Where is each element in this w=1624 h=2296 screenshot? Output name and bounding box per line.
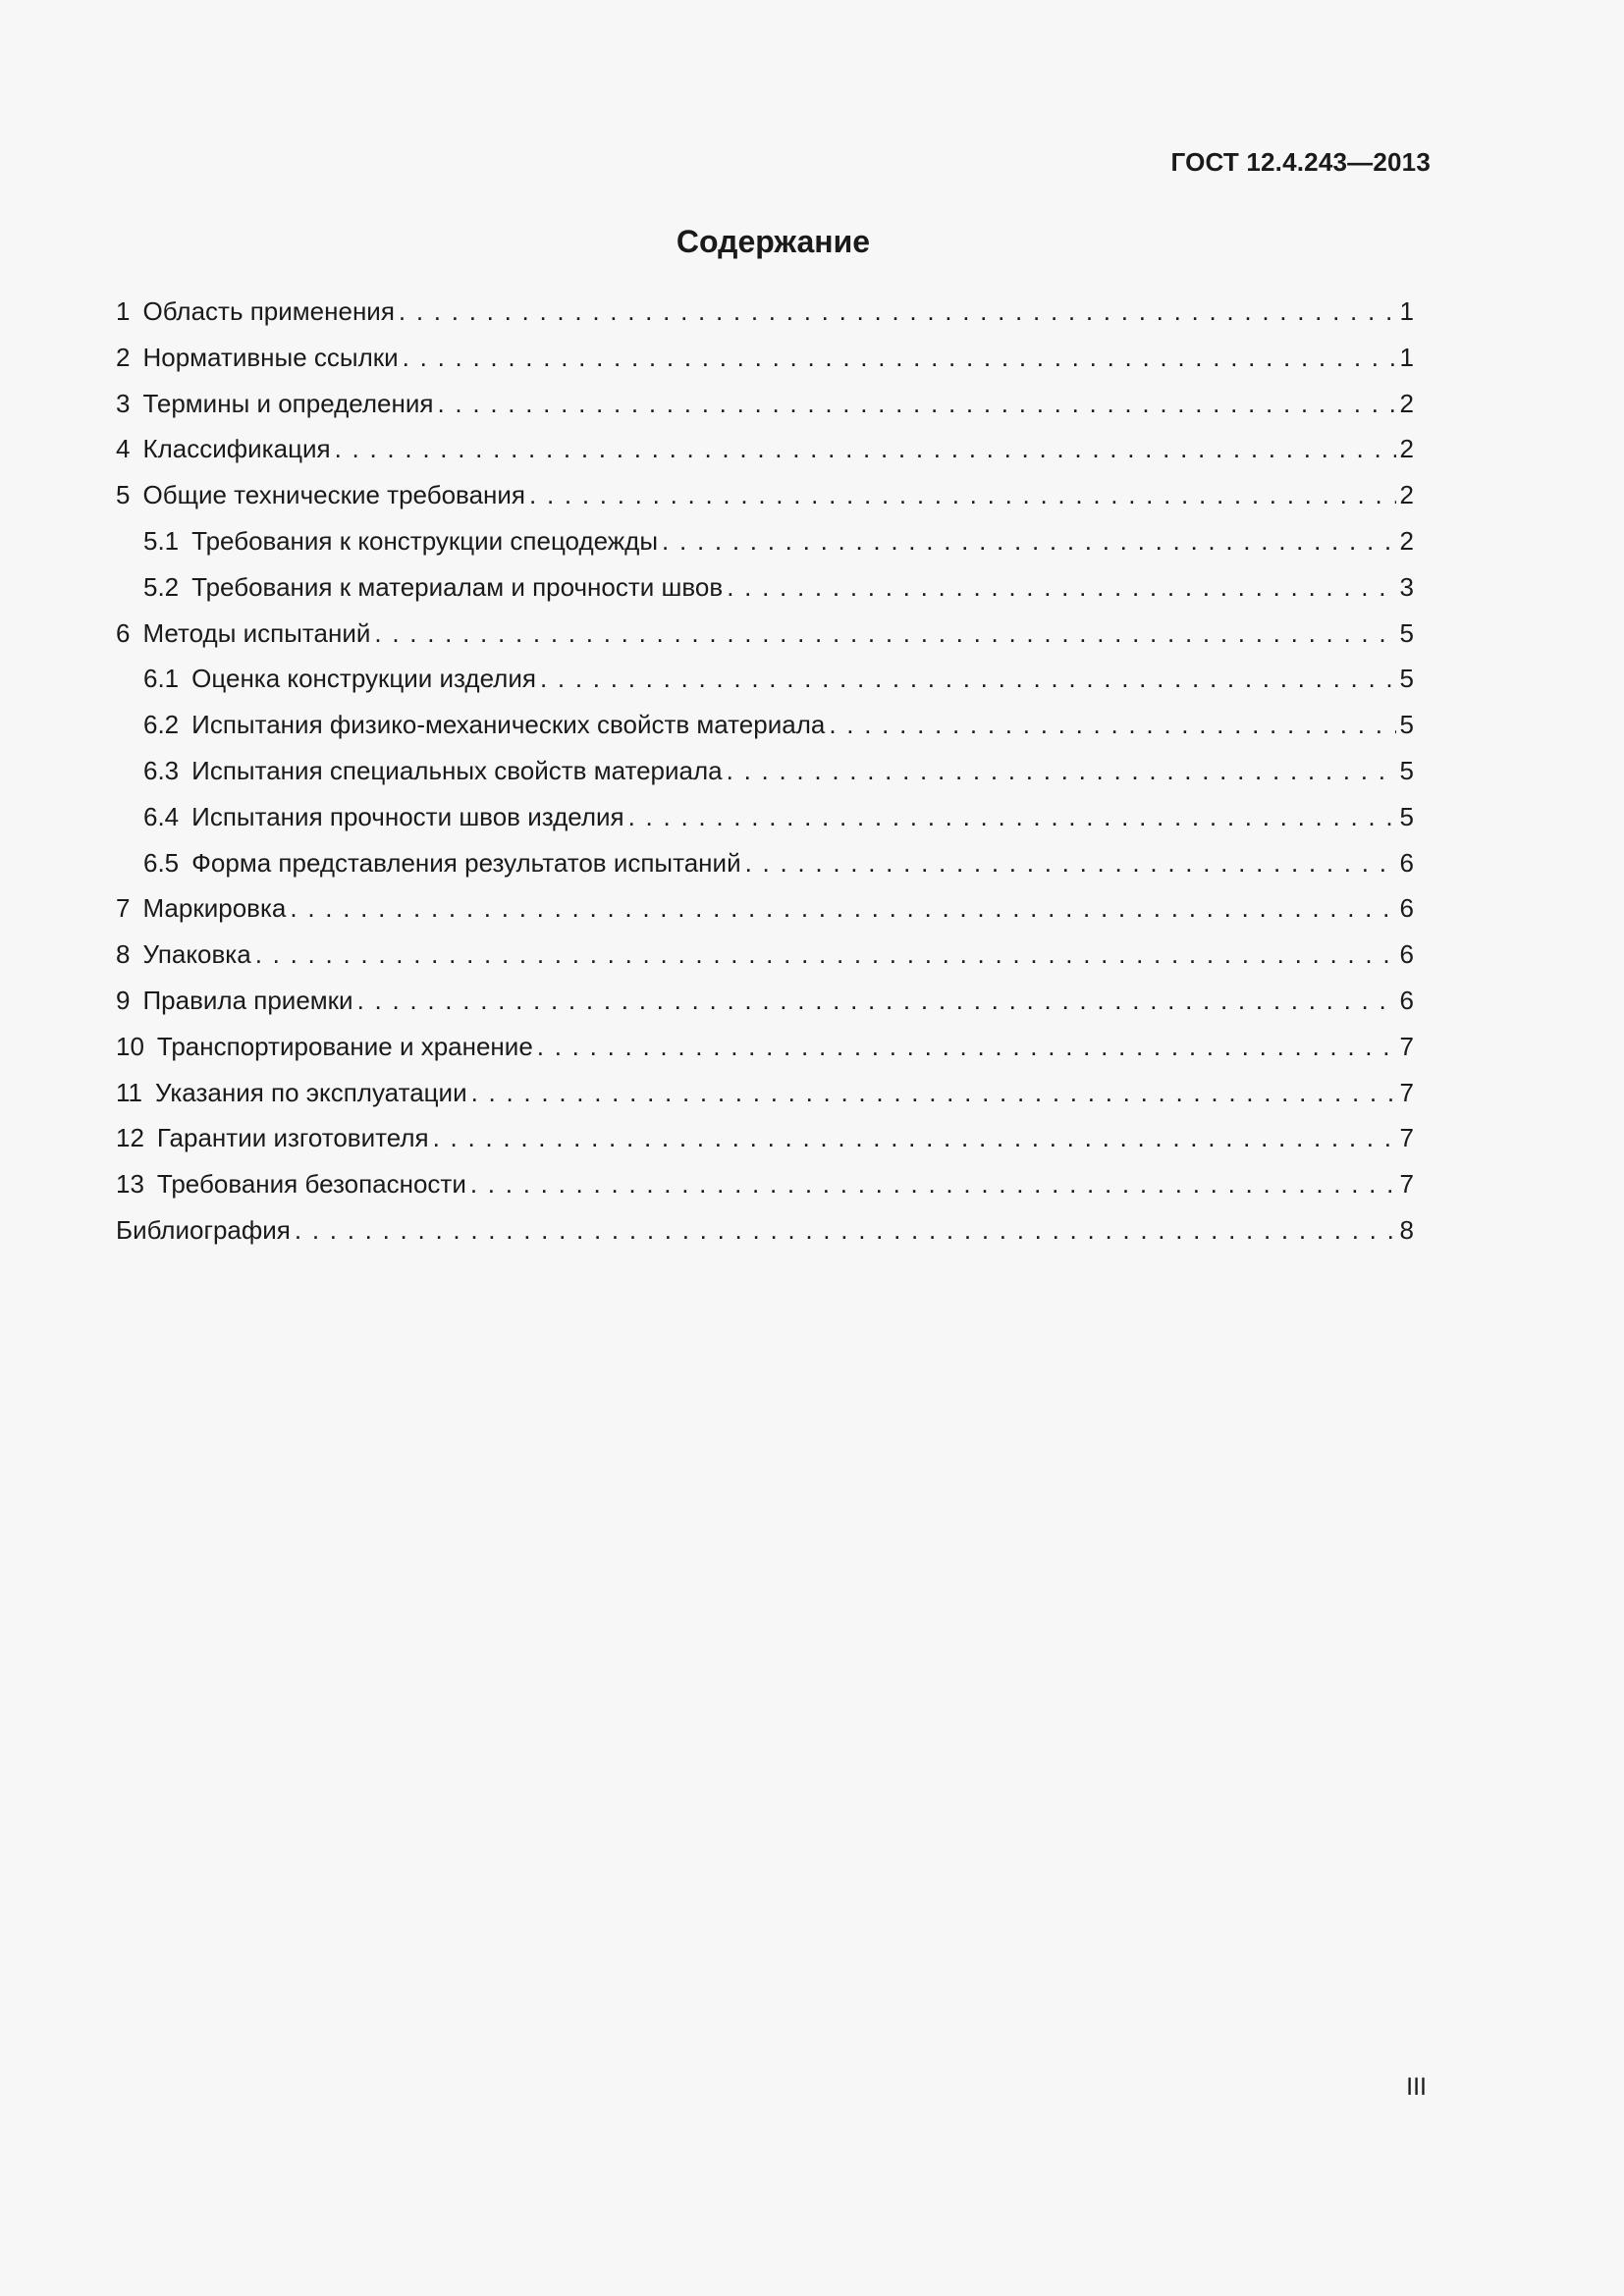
toc-entry-title: Маркировка [142, 893, 287, 924]
toc-dot-leader [433, 1123, 1396, 1153]
toc-entry-title: Форма представления результатов испытаний [191, 847, 741, 878]
toc-entry-number: 5.1 [143, 525, 180, 556]
toc-entry-title: Испытания специальных свойств материала [191, 755, 723, 785]
toc-entry-number: 12 [116, 1123, 144, 1153]
toc-entry-number: 8 [116, 939, 131, 970]
toc-dot-leader [829, 710, 1395, 740]
toc-entry[interactable] [116, 664, 1414, 710]
toc-dot-leader [727, 572, 1395, 603]
toc-entry[interactable] [116, 526, 1414, 572]
toc-entry[interactable] [116, 939, 1414, 986]
toc-entry-page: 6 [1399, 939, 1414, 970]
toc-entry-number: 2 [116, 342, 131, 372]
toc-entry[interactable] [116, 756, 1414, 802]
toc-dot-leader [628, 802, 1396, 832]
toc-entry-title: Испытания прочности швов изделия [191, 801, 624, 831]
toc-entry[interactable] [116, 389, 1414, 435]
toc-entry-title: Упаковка [142, 939, 251, 970]
toc-dot-leader [471, 1078, 1396, 1108]
toc-entry-title: Методы испытаний [142, 617, 371, 648]
toc-dot-leader [745, 848, 1396, 879]
toc-entry-number: 6.3 [143, 755, 180, 785]
toc-entry[interactable] [116, 480, 1414, 526]
toc-entry-title: Указания по эксплуатации [155, 1077, 467, 1107]
toc-entry-number: 6 [116, 617, 131, 648]
toc-entry[interactable] [116, 618, 1414, 665]
toc-dot-leader [399, 296, 1396, 327]
toc-entry-title: Термины и определения [142, 388, 434, 418]
toc-entry[interactable] [116, 572, 1414, 618]
toc-entry-page: 5 [1399, 617, 1414, 648]
toc-entry-page: 2 [1399, 434, 1414, 464]
toc-dot-leader [540, 664, 1396, 694]
toc-entry-title: Библиография [116, 1214, 291, 1245]
document-code: ГОСТ 12.4.243—2013 [1170, 147, 1431, 177]
toc-dot-leader [662, 526, 1395, 557]
toc-entry-page: 5 [1399, 755, 1414, 785]
toc-dot-leader [529, 480, 1396, 510]
page-number: III [1406, 2073, 1427, 2101]
toc-entry[interactable] [116, 710, 1414, 756]
toc-entry-title: Нормативные ссылки [142, 342, 399, 372]
toc-entry-title: Классификация [142, 434, 331, 464]
toc-entry-page: 2 [1399, 388, 1414, 418]
toc-entry-page: 8 [1399, 1214, 1414, 1245]
toc-dot-leader [335, 434, 1396, 464]
toc-dot-leader [537, 1032, 1396, 1062]
toc-entry[interactable] [116, 986, 1414, 1032]
toc-entry-number: 5.2 [143, 571, 180, 602]
toc-entry-page: 5 [1399, 801, 1414, 831]
toc-entry-number: 6.2 [143, 710, 180, 740]
toc-entry-page: 6 [1399, 985, 1414, 1015]
toc-entry-page: 2 [1399, 480, 1414, 510]
toc-entry-number: 10 [116, 1031, 144, 1061]
toc-entry[interactable] [116, 1169, 1414, 1215]
toc-entry-title: Область применения [142, 296, 395, 326]
toc-entry[interactable] [116, 1078, 1414, 1124]
toc-entry-number: 11 [116, 1077, 142, 1107]
toc-entry[interactable] [116, 1215, 1414, 1261]
toc-dot-leader [290, 893, 1395, 924]
toc-title: Содержание [676, 224, 871, 259]
toc-entry-title: Требования безопасности [156, 1169, 466, 1200]
toc-entry-title: Оценка конструкции изделия [191, 664, 536, 694]
toc-entry-number: 13 [116, 1169, 144, 1200]
toc-entry-page: 7 [1399, 1169, 1414, 1200]
toc-entry[interactable] [116, 343, 1414, 389]
toc-dot-leader [470, 1169, 1396, 1200]
toc-entry-page: 7 [1399, 1123, 1414, 1153]
toc-entry-page: 2 [1399, 525, 1414, 556]
toc-entry-title: Испытания физико-механических свойств материала [191, 710, 826, 740]
toc-entry-number: 6.1 [143, 664, 180, 694]
toc-entry-page: 6 [1399, 893, 1414, 924]
toc-entry[interactable] [116, 296, 1414, 343]
toc-entry-title: Требования к материалам и прочности швов [191, 571, 724, 602]
toc-entry[interactable] [116, 1123, 1414, 1169]
toc-entry-page: 6 [1399, 847, 1414, 878]
toc-entry-number: 4 [116, 434, 131, 464]
toc-entry-number: 7 [116, 893, 131, 924]
toc-entry-page: 7 [1399, 1031, 1414, 1061]
toc-entry-number: 1 [116, 296, 131, 326]
toc-dot-leader [403, 343, 1396, 373]
toc-entry-title: Общие технические требования [142, 480, 525, 510]
toc-dot-leader [357, 986, 1396, 1016]
toc-entry[interactable] [116, 1032, 1414, 1078]
toc-entry-title: Гарантии изготовителя [156, 1123, 429, 1153]
toc-entry-title: Требования к конструкции спецодежды [191, 525, 659, 556]
toc-entry-number: 6.5 [143, 847, 180, 878]
toc-entry-number: 3 [116, 388, 131, 418]
toc-entry-page: 1 [1399, 296, 1414, 326]
toc-entry[interactable] [116, 848, 1414, 894]
toc-dot-leader [727, 756, 1396, 786]
toc-entry[interactable] [116, 802, 1414, 848]
toc-dot-leader [295, 1215, 1396, 1246]
toc-entry[interactable] [116, 893, 1414, 939]
toc-dot-leader [437, 389, 1395, 419]
toc-dot-leader [374, 618, 1395, 649]
toc-entry-number: 5 [116, 480, 131, 510]
toc-entry-number: 9 [116, 985, 131, 1015]
toc-entry-page: 1 [1399, 342, 1414, 372]
toc-dot-leader [255, 939, 1396, 970]
toc-entry-page: 3 [1399, 571, 1414, 602]
toc-entry-page: 5 [1399, 664, 1414, 694]
toc-entry-title: Транспортирование и хранение [156, 1031, 533, 1061]
toc-entry[interactable] [116, 434, 1414, 480]
toc-entry-number: 6.4 [143, 801, 180, 831]
toc-entry-page: 5 [1399, 710, 1414, 740]
toc-entry-title: Правила приемки [142, 985, 353, 1015]
table-of-contents [116, 296, 1414, 1261]
toc-entry-page: 7 [1399, 1077, 1414, 1107]
